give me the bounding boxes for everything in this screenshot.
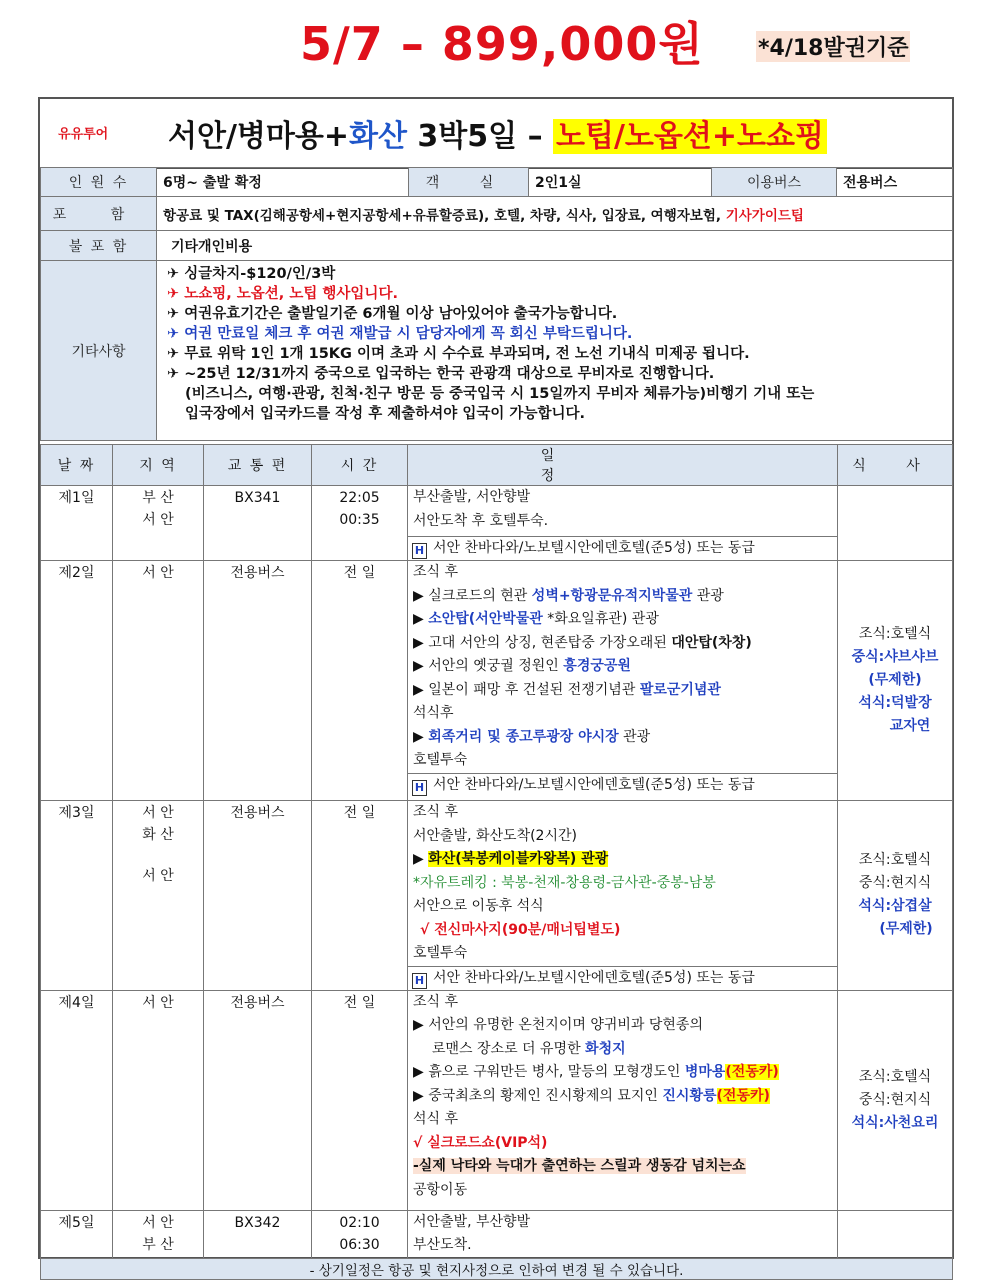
meal-cell	[838, 486, 953, 561]
itinerary-cell: 조식 후 서안출발, 화산도착(2시간) ▶ 화산(북봉케이블카왕복) 관광 *자유트레킹 : 북봉-천재-창용령-금사관-중봉-남봉 서안으로 이동후 석식 √ 전신마사지(90분/매너팁별도) 호텔투숙 H 서안 찬바다와/노보텔시안에덴호텔(준5성) 또는 동급	[408, 801, 838, 991]
time-cell: 22:05 00:35	[312, 486, 408, 561]
region-cell: 서 안 부 산	[113, 1210, 204, 1258]
day-label: 제5일	[41, 1210, 113, 1258]
etc-label: 기타사항	[41, 261, 157, 441]
time-cell: 전 일	[312, 801, 408, 991]
table-row	[41, 1210, 953, 1258]
day-label: 제3일	[41, 801, 113, 991]
itinerary-cell: 조식 후 ▶ 서안의 유명한 온천지이며 양귀비과 당현종의 로맨스 장소로 더 유명한 화청지 ▶ 흙으로 구워만든 병사, 말등의 모형갱도인 병마용(전동카) ▶ 중국최초의 황제인 진시황제의 묘지인 진시황릉(전동카) 석식 후 √ 실크로드쇼(VIP석) -실제 낙타와 늑대가 출연하는 스릴과 생동감 넘치는쇼 공항이동	[408, 990, 838, 1210]
tour-title: 서안/병마용+화산 3박5일 – 노팁/노옵션+노쇼핑	[168, 111, 827, 155]
etc-note: ✈ ~25년 12/31까지 중국으로 입국하는 한국 관광객 대상으로 무비자로 진행합니다.	[167, 366, 715, 382]
hotel-icon: H	[412, 780, 427, 796]
transport-cell: BX341	[204, 486, 312, 561]
itinerary-cell: 조식 후 ▶ 실크로드의 현관 성벽+항광문유적지박물관 관광 ▶ 소안탑(서안박물관 *화요일휴관) 관광 ▶ 고대 서안의 상징, 현존탑중 가장오래된 대안탑(차창) ▶ 서안의 옛궁궐 정원인 흥경궁공원 ▶ 일본이 패망 후 건설된 전쟁기념관 팔로군기념관 석식후 ▶ 회족거리 및 종고루광장 야시장 관광 호텔투숙 H 서안 찬바다와/노보텔시안에덴호텔(준5성) 또는 동급	[408, 561, 838, 801]
logo-text: 유유투어	[58, 127, 109, 141]
col-date: 날 짜	[41, 445, 113, 486]
etc-note: 입국장에서 입국카드를 작성 후 제출하셔야 입국이 가능합니다.	[185, 406, 585, 422]
region-cell: 서 안	[113, 561, 204, 801]
people-label: 인 원 수	[41, 168, 157, 197]
hotel-icon: H	[412, 973, 427, 989]
travel-agency-logo	[58, 125, 122, 141]
col-time: 시 간	[312, 445, 408, 486]
hotel-line: H 서안 찬바다와/노보텔시안에덴호텔(준5성) 또는 동급	[408, 536, 837, 560]
etc-notes	[157, 261, 953, 441]
transport-cell: 전용버스	[204, 801, 312, 991]
day-label: 제2일	[41, 561, 113, 801]
etc-note: ✈ 노쇼핑, 노옵션, 노팁 행사입니다.	[167, 286, 398, 302]
exclude-label: 불 포 함	[41, 231, 157, 261]
table-row	[41, 561, 953, 801]
schedule-table	[40, 444, 953, 1280]
itinerary-cell: 서안출발, 부산향발 부산도착.	[408, 1210, 838, 1258]
people-value: 6명~ 출발 확정	[157, 168, 409, 197]
itinerary-sheet	[38, 97, 954, 1279]
meal-cell: 조식:호텔식 중식:샤브샤브 (무제한) 석식:덕발장 교자연	[838, 561, 953, 801]
etc-note: ✈ 싱글차지-$120/인/3박	[167, 266, 336, 282]
room-value: 2인1실	[529, 168, 712, 197]
col-transport: 교 통 편	[204, 445, 312, 486]
table-row	[41, 990, 953, 1210]
hotel-line: H 서안 찬바다와/노보텔시안에덴호텔(준5성) 또는 동급	[408, 773, 837, 797]
etc-note: ✈ 여권유효기간은 출발일기준 6개월 이상 남아있어야 출국가능합니다.	[167, 306, 618, 322]
region-cell: 서 안	[113, 990, 204, 1210]
region-cell: 부 산 서 안	[113, 486, 204, 561]
meal-cell: 조식:호텔식 중식:현지식 석식:사천요리	[838, 990, 953, 1210]
etc-note: (비즈니스, 여행·관광, 친척·친구 방문 등 중국입국 시 15일까지 무비자 체류가능)비행기 기내 또는	[185, 386, 815, 402]
include-value: 항공료 및 TAX(김해공항세+현지공항세+유류할증료), 호텔, 차량, 식사, 입장료, 여행자보험, 기사가이드팁	[157, 197, 953, 231]
region-cell: 서 안 화 산 서 안	[113, 801, 204, 991]
table-row	[41, 486, 953, 561]
include-label: 포 함	[41, 197, 157, 231]
col-meals: 식 사	[838, 445, 953, 486]
info-table	[40, 167, 953, 441]
ticketing-note: *4/18발권기준	[756, 31, 910, 62]
transport-cell: 전용버스	[204, 561, 312, 801]
time-cell: 전 일	[312, 990, 408, 1210]
no-tip-highlight: 노팁/노옵션+노쇼핑	[553, 119, 827, 154]
bus-value: 전용버스	[837, 168, 953, 197]
etc-note: ✈ 무료 위탁 1인 1개 15KG 이며 초과 시 수수료 부과되며, 전 노선 기내식 미제공 됩니다.	[167, 346, 750, 362]
footer-note: - 상기일정은 항공 및 현지사정으로 인하여 변경 될 수 있습니다.	[41, 1258, 953, 1279]
table-row	[41, 801, 953, 991]
day-label: 제1일	[41, 486, 113, 561]
col-region: 지 역	[113, 445, 204, 486]
time-cell: 전 일	[312, 561, 408, 801]
room-label: 객 실	[409, 168, 529, 197]
col-itinerary: 일 정	[408, 445, 838, 486]
exclude-value: 기타개인비용	[157, 231, 953, 261]
bus-label: 이용버스	[712, 168, 837, 197]
meal-cell: 조식:호텔식 중식:현지식 석식:삼겹살 (무제한)	[838, 801, 953, 991]
etc-note: ✈ 여권 만료일 체크 후 여권 재발급 시 담당자에게 꼭 회신 부탁드립니다.	[167, 326, 633, 342]
transport-cell: BX342	[204, 1210, 312, 1258]
itinerary-cell: 부산출발, 서안향발 서안도착 후 호텔투숙. H 서안 찬바다와/노보텔시안에덴호텔(준5성) 또는 동급	[408, 486, 838, 561]
hotel-line: H 서안 찬바다와/노보텔시안에덴호텔(준5성) 또는 동급	[408, 966, 837, 990]
title-banner	[40, 99, 952, 169]
time-cell: 02:10 06:30	[312, 1210, 408, 1258]
day-label: 제4일	[41, 990, 113, 1210]
transport-cell: 전용버스	[204, 990, 312, 1210]
hotel-icon: H	[412, 543, 427, 559]
meal-cell	[838, 1210, 953, 1258]
price-headline: 5/7 – 899,000원	[300, 17, 704, 71]
